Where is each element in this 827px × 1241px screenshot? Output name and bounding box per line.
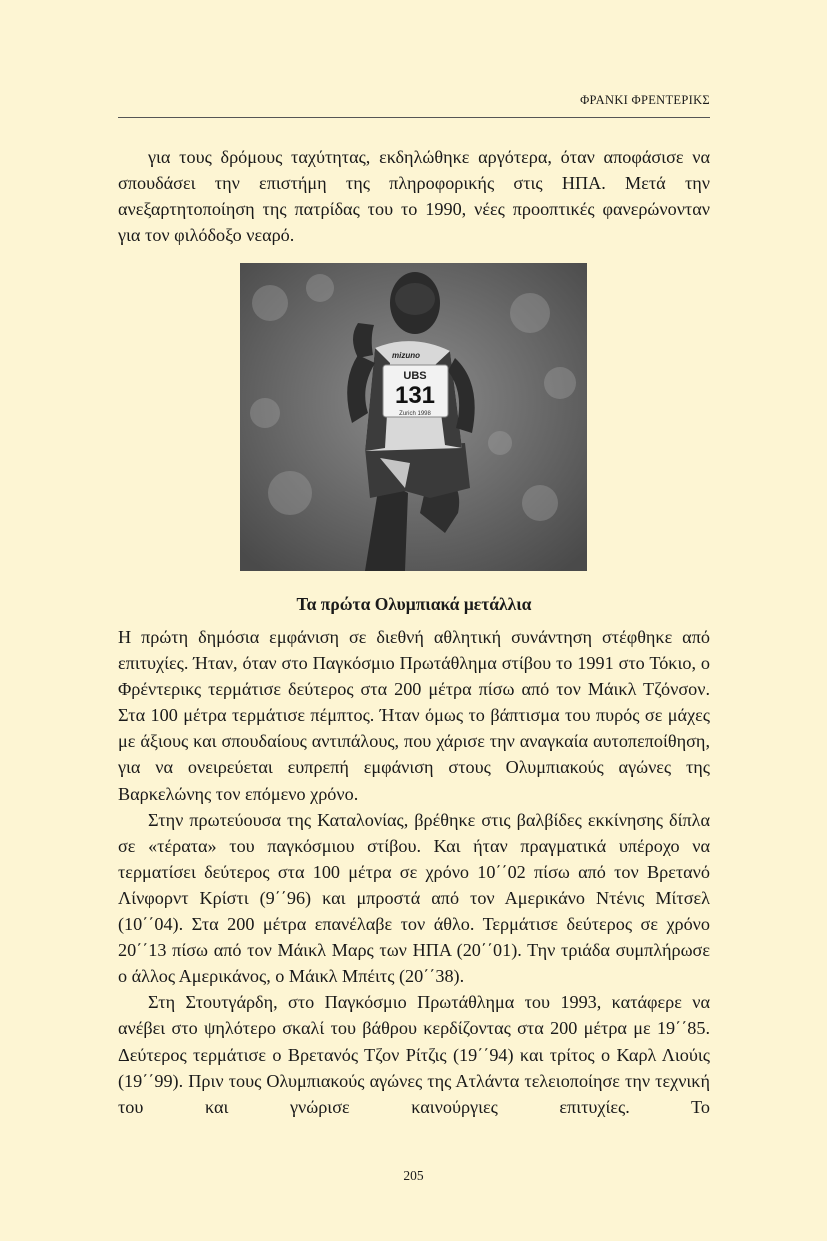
header-divider xyxy=(118,117,710,118)
intro-paragraph: για τους δρόμους ταχύτητας, εκδηλώθηκε αργότερα, όταν αποφάσισε να σπουδάσει την επιστήμη της πληροφορικής στις ΗΠΑ. Μετά την ανεξαρτητοποίηση της πατρίδας του το 1990, νέες προοπτικές φανερώνονταν για τον φιλόδοξο νεαρό. xyxy=(118,147,710,246)
paragraph-3: Στη Στουτγάρδη, στο Παγκόσμιο Πρωτάθλημα του 1993, κατάφερε να ανέβει στο ψηλότερο σκαλί του βάθρου κερδίζοντας στα 200 μέτρα με 19΄΄85. Δεύτερος τερμάτισε ο Βρετανός Τζον Ρίτζις (19΄΄94) και τρίτος ο Καρλ Λιούις (19΄΄99). Πριν τους Ολυμπιακούς αγώνες της Ατλάντα τελειοποίησε την τεχνική του και γνώρισε καινούργιες επιτυχίες. Το xyxy=(118,992,710,1117)
section-heading: Τα πρώτα Ολυμπιακά μετάλλια xyxy=(296,594,532,614)
page-number: 205 xyxy=(403,1168,424,1183)
running-header: ΦΡΑΝΚΙ ΦΡΕΝΤΕΡΙΚΣ xyxy=(580,93,710,107)
sprinter-photo xyxy=(240,263,587,571)
paragraph-2: Στην πρωτεύουσα της Καταλονίας, βρέθηκε στις βαλβίδες εκκίνησης δίπλα σε «τέρατα» του παγκόσμιου στίβου. Και ήταν πραγματικά υπέροχο να τερματίσει δεύτερος στα 100 μέτρα σε χρόνο 10΄΄02 πίσω από τον Βρετανό Λίνφορντ Κρίστι (9΄΄96) και μπροστά από τον Αμερικάνο Ντένις Μίτσελ (10΄΄04). Στα 200 μέτρα επανέλαβε τον άθλο. Τερμάτισε δεύτερος σε χρόνο 20΄΄13 πίσω από τον Μάικλ Μαρς των ΗΠΑ (20΄΄01). Την τριάδα συμπλήρωσε ο άλλος Αμερικάνος, ο Μάικλ Μπέιτς (20΄΄38). xyxy=(118,809,710,987)
bib-sponsor-text: UBS xyxy=(403,370,427,382)
intro-text xyxy=(118,144,710,248)
bib-number: 131 xyxy=(394,382,436,409)
paragraph-1: Η πρώτη δημόσια εμφάνιση σε διεθνή αθλητική συνάντηση στέφθηκε από επιτυχίες. Ήταν, όταν στο Παγκόσμιο Πρωτάθλημα στίβου το 1991 στο Τόκιο, ο Φρέντερικς τερμάτισε δεύτερος στα 200 μέτρα πίσω από τον Μάικλ Τζόνσον. Στα 100 μέτρα τερμάτισε πέμπτος. Ήταν όμως το βάπτισμα του πυρός σε μάχες με άξιους και σπουδαίους αντιπάλους, που χάρισε την αναγκαία αυτοπεποίθηση, για να ονειρεύεται ευπρεπή εμφάνιση στους Ολυμπιακούς αγώνες της Βαρκελώνης τον επόμενο χρόνο. xyxy=(118,627,710,804)
singlet-brand-text: mizuno xyxy=(392,351,420,360)
body-text xyxy=(118,624,710,1120)
bib-event-text: Zurich 1998 xyxy=(399,411,431,417)
